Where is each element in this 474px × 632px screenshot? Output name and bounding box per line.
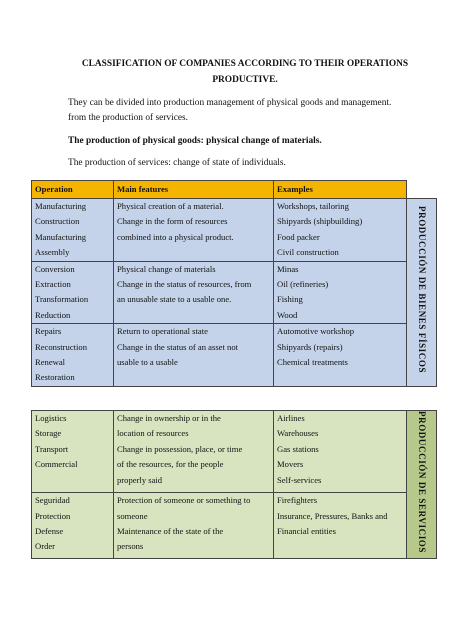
features-cell-line: Change in the status of an asset not [117, 341, 239, 352]
physical-goods-side-label-label: PRODUCCIÓN DE BIENES FÍSICOS [417, 206, 428, 374]
operation-cell-line: Restoration [35, 372, 75, 383]
features-cell-line: persons [117, 541, 144, 552]
examples-cell-line: Fishing [277, 294, 303, 305]
operation-cell-line: Manufacturing [35, 201, 87, 211]
operation-cell-line: Protection [35, 510, 71, 521]
intro-line-1: They can be divided into production management of physical goods and management. [68, 98, 392, 108]
features-cell-line: Protection of someone or something to [117, 495, 251, 506]
operation-cell-line: Extraction [35, 279, 71, 290]
operation-cell-line: Reduction [35, 309, 71, 320]
table-row [32, 261, 437, 324]
operation-cell-line: Reconstruction [35, 341, 88, 352]
gap-cell [274, 386, 407, 410]
operation-cell [32, 324, 114, 387]
features-cell-line: Change in the form of resources [117, 216, 228, 227]
table-row [32, 410, 437, 492]
examples-cell-line: Chemical treatments [277, 357, 348, 368]
examples-cell [274, 199, 407, 262]
header-operation: Operation [32, 181, 114, 199]
examples-cell-line: Warehouses [277, 428, 319, 439]
operation-cell-line: Logistics [35, 412, 67, 423]
intro-paragraph [68, 96, 418, 126]
operation-cell [32, 261, 114, 324]
table-row [32, 324, 437, 387]
services-line: The production of services: change of state of individuals. [68, 158, 286, 168]
examples-cell-line: Self-services [277, 474, 322, 485]
header-spacer [407, 181, 437, 199]
examples-cell-line: Shipyards (repairs) [277, 341, 343, 352]
examples-cell [274, 261, 407, 324]
physical-goods-side-label [407, 199, 437, 387]
examples-cell-line: Movers [277, 459, 304, 470]
examples-cell-line: Civil construction [277, 247, 339, 258]
table-row [32, 199, 437, 262]
examples-cell-line: Shipyards (shipbuilding) [277, 216, 363, 227]
operation-cell-line: Order [35, 541, 56, 552]
features-cell-line: Physical change of materials [117, 263, 216, 274]
document-title [60, 56, 430, 88]
examples-cell-line: Automotive workshop [277, 326, 355, 337]
examples-cell-line: Airlines [277, 412, 305, 423]
operation-cell-line: Repairs [35, 326, 62, 337]
operation-cell-line: Construction [35, 216, 80, 227]
services-side-label-label: PRODUCCIÓN DE SERVICIOS [417, 410, 428, 553]
table-body [32, 199, 437, 559]
operation-cell-line: Seguridad [35, 495, 70, 506]
operation-cell-line: Assembly [35, 247, 70, 258]
title-line-2: PRODUCTIVE. [212, 75, 278, 85]
features-cell-line: properly said [117, 474, 163, 485]
operation-cell [32, 199, 114, 262]
features-cell-line: Physical creation of a material. [117, 201, 224, 211]
features-cell-line: usable to a usable [117, 357, 178, 368]
operation-cell-line: Transformation [35, 294, 89, 305]
examples-cell-line: Wood [277, 309, 298, 320]
table-header-row [32, 181, 437, 199]
gap-cell [114, 386, 274, 410]
services-side-label [407, 410, 437, 558]
classification-table [31, 180, 437, 559]
gap-cell [32, 386, 114, 410]
features-cell-line: Change in ownership or in the [117, 412, 221, 423]
examples-cell-line: Oil (refineries) [277, 279, 329, 290]
examples-cell-line: Workshops, tailoring [277, 201, 349, 211]
features-cell [114, 324, 274, 387]
features-cell-line: someone [117, 510, 148, 521]
operation-cell-line: Commercial [35, 459, 78, 470]
operation-cell-line: Renewal [35, 357, 66, 368]
examples-cell-line: Gas stations [277, 443, 319, 454]
operation-cell-line: Defense [35, 526, 64, 537]
features-cell [114, 261, 274, 324]
features-cell-line: Maintenance of the state of the [117, 526, 224, 537]
header-examples: Examples [274, 181, 407, 199]
examples-cell-line: Financial entities [277, 526, 336, 537]
features-cell [114, 410, 274, 492]
features-cell-line: combined into a physical product. [117, 231, 234, 242]
intro-line-2: from the production of services. [68, 113, 189, 123]
header-main-features: Main features [114, 181, 274, 199]
operation-cell [32, 410, 114, 492]
table-row [32, 493, 437, 559]
section-gap [32, 386, 437, 410]
operation-cell-line: Storage [35, 428, 62, 439]
operation-cell-line: Transport [35, 443, 69, 454]
operation-cell [32, 493, 114, 559]
features-cell-line: Change in the status of resources, from [117, 279, 252, 290]
examples-cell [274, 493, 407, 559]
features-cell-line: Change in possession, place, or time [117, 443, 243, 454]
examples-cell-line: Insurance, Pressures, Banks and [277, 510, 388, 521]
operation-cell-line: Manufacturing [35, 231, 87, 242]
examples-cell [274, 324, 407, 387]
gap-cell [407, 386, 437, 410]
title-line-1: CLASSIFICATION OF COMPANIES ACCORDING TO THEIR OPERATIONS [81, 59, 409, 69]
features-cell-line: Return to operational state [117, 326, 208, 337]
examples-cell-line: Firefighters [277, 495, 318, 506]
features-cell [114, 493, 274, 559]
examples-cell-line: Food packer [277, 231, 320, 242]
examples-cell [274, 410, 407, 492]
features-cell [114, 199, 274, 262]
physical-goods-heading: The production of physical goods: physical change of materials. [68, 136, 322, 146]
features-cell-line: location of resources [117, 428, 189, 439]
features-cell-line: of the resources, for the people [117, 459, 224, 470]
features-cell-line: an unusable state to a usable one. [117, 294, 232, 305]
examples-cell-line: Minas [277, 263, 299, 274]
operation-cell-line: Conversion [35, 263, 75, 274]
